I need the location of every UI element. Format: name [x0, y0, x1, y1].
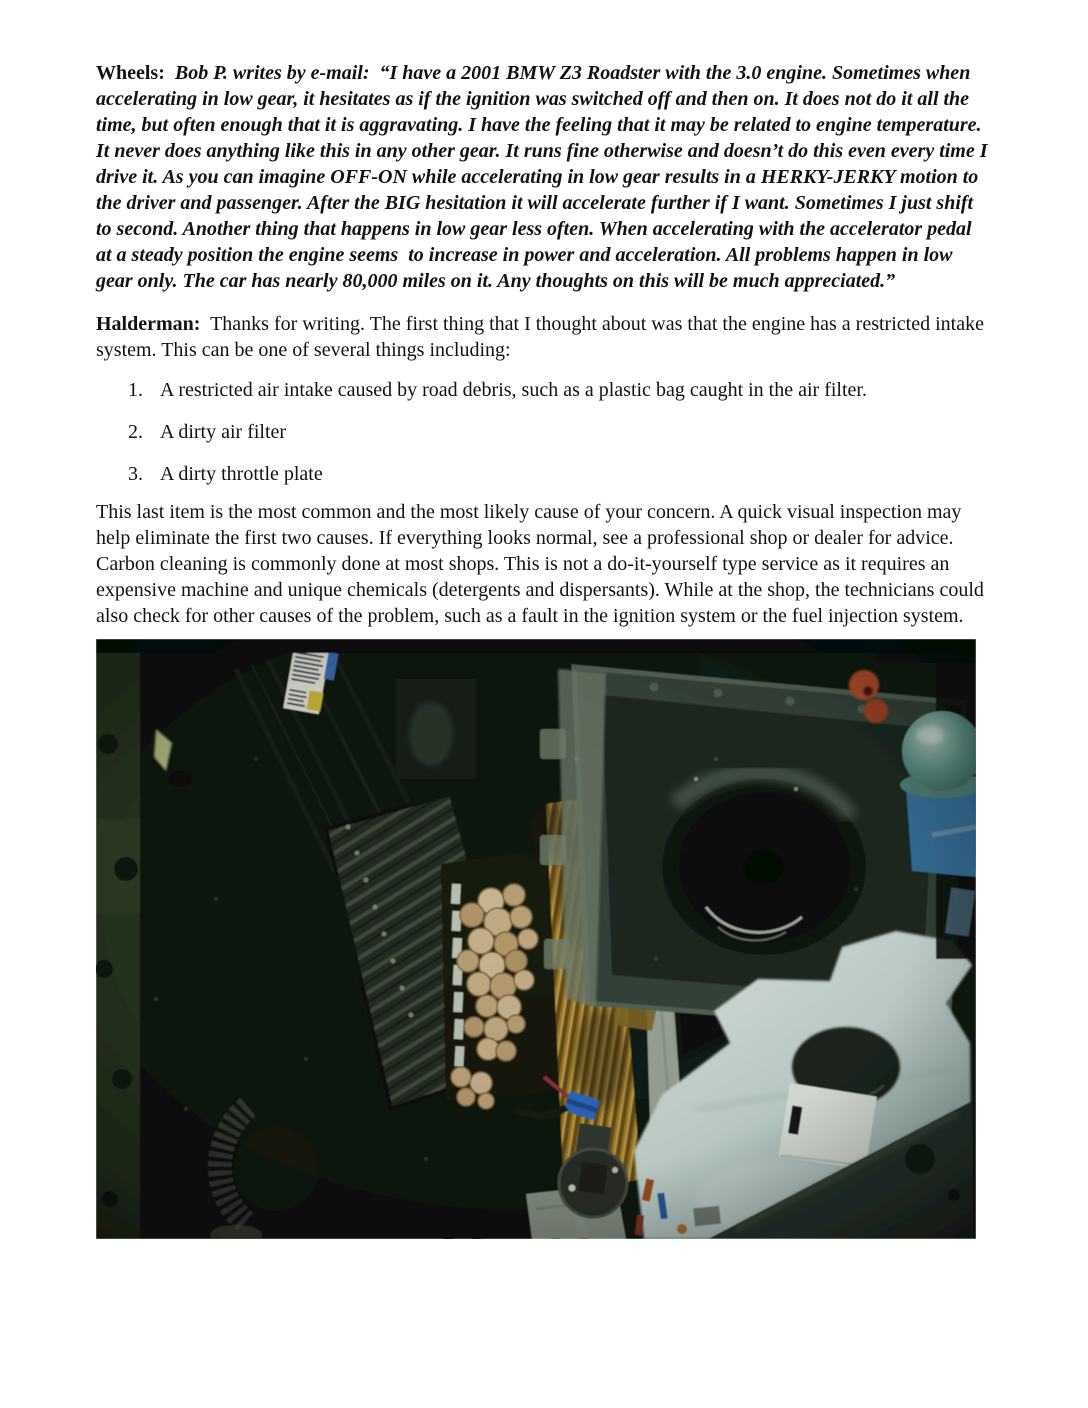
question-body: Bob P. writes by e-mail: “I have a 2001 BMW Z3 Roadster with the 3.0 engine. Sometimes when accelerating in low gear, it hesitates as if the ignition was switched off and then on. It does not do it all the time, but often enough that it is aggravating. I have the feeling that it may be related to engine temperature. It never does anything like this in any other gear. It runs fine otherwise and doesn’t do this even every time I drive it. As you can imagine OFF-ON while accelerating in low gear results in a HERKY-JERKY motion to the driver and passenger. After the BIG hesitation it will accelerate further if I want. Sometimes I just shift to second. Another thing that happens in low gear less often. When accelerating with the accelerator pedal at a steady position the engine seems to increase in power and acceleration. All problems happen in low gear only. The car has nearly 80,000 miles on it. Any thoughts on this will be much appreciated.”	[96, 62, 993, 292]
list-item-text: A dirty throttle plate	[160, 463, 323, 485]
answer-conclusion-paragraph: This last item is the most common and the most likely cause of your concern. A quick visual inspection may help eliminate the first two causes. If everything looks normal, see a professional shop or dealer for advice. Carbon cleaning is commonly done at most shops. This is not a do-it-yourself type service as it requires an expensive machine and unique chemicals (detergents and dispersants). While at the shop, the technicians could also check for other causes of the problem, such as a fault in the ignition system or the fuel injection system.	[96, 501, 989, 627]
causes-list	[96, 377, 990, 487]
list-item-number: 1.	[128, 379, 143, 401]
list-item-text: A dirty air filter	[160, 421, 287, 443]
list-item-number: 2.	[128, 421, 143, 443]
engine-bay-photo	[96, 639, 976, 1239]
question-paragraph	[96, 60, 993, 294]
list-item-text: A restricted air intake caused by road debris, such as a plastic bag caught in the air filter.	[160, 379, 867, 401]
answer-intro-paragraph	[96, 311, 990, 363]
engine-bay-photo-graphic	[96, 639, 976, 1239]
list-item	[96, 461, 990, 487]
answer-label: Halderman:	[96, 313, 201, 335]
list-item	[96, 419, 990, 445]
question-label: Wheels:	[96, 62, 165, 84]
list-item-number: 3.	[128, 463, 143, 485]
list-item	[96, 377, 990, 403]
article-content	[96, 60, 993, 1239]
answer-intro-text: Thanks for writing. The first thing that I thought about was that the engine has a restricted intake system. This can be one of several things including:	[96, 313, 989, 361]
